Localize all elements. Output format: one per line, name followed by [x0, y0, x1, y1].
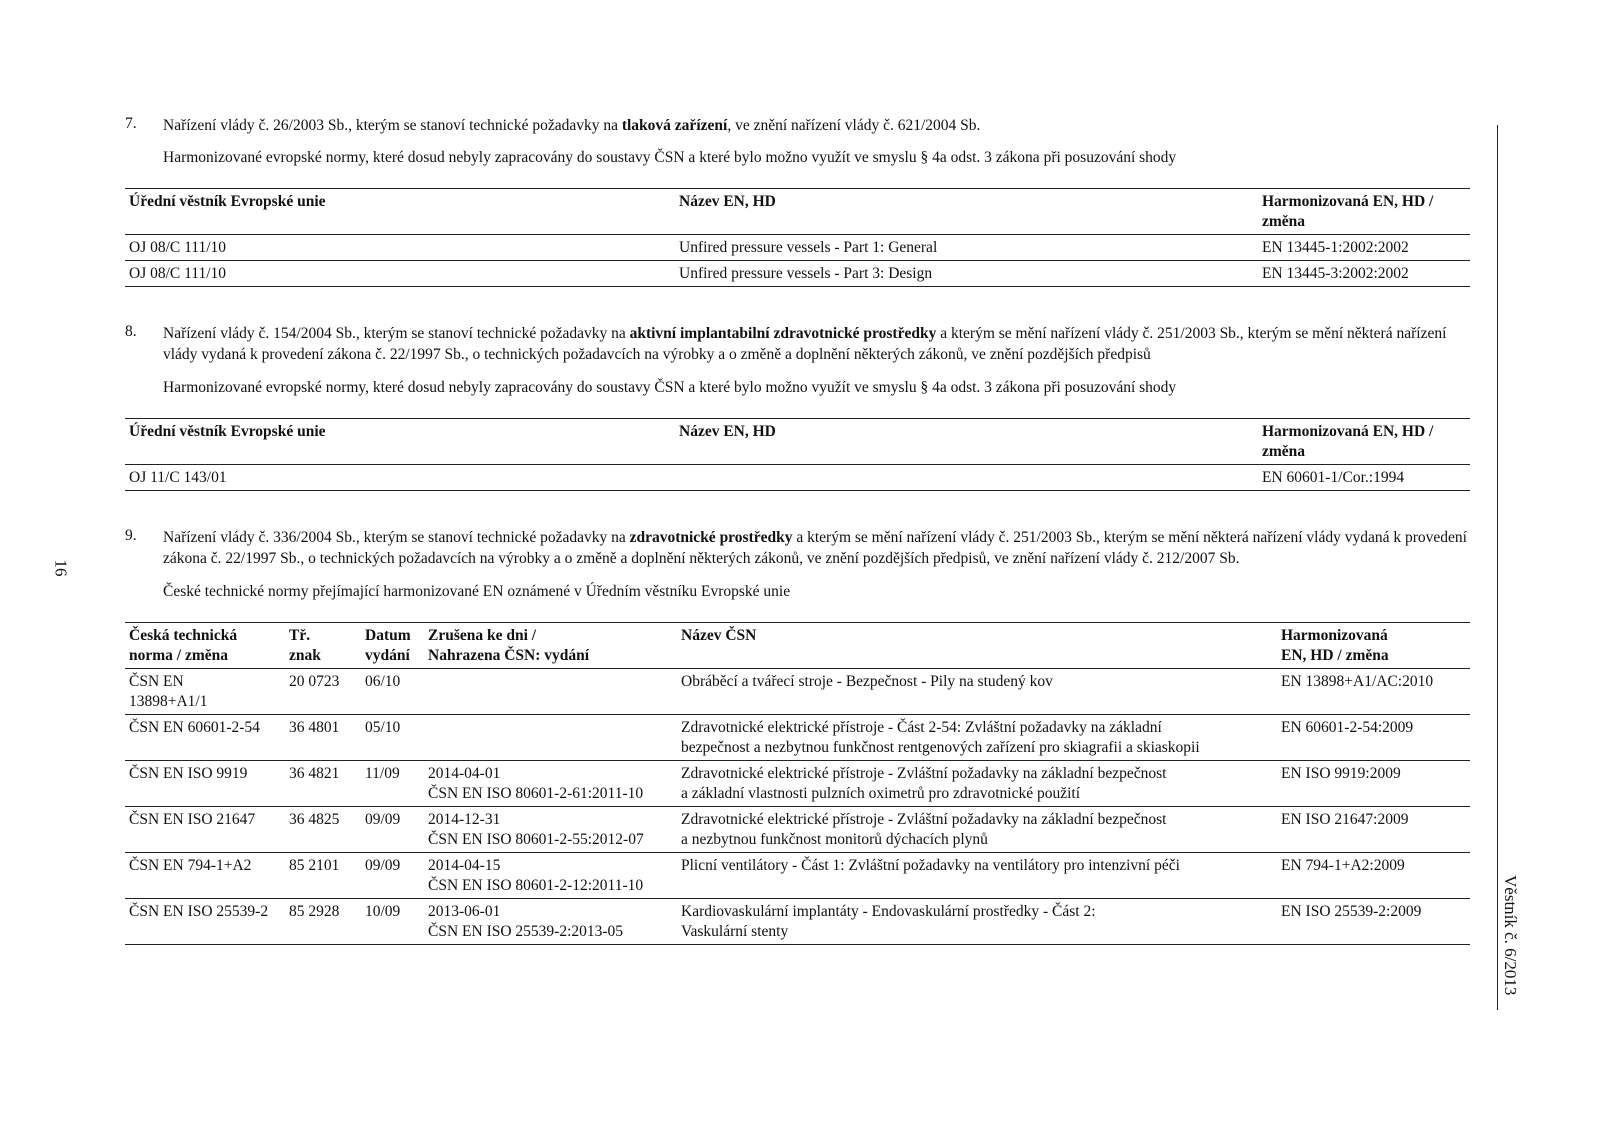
text-part: a kterým se mění nařízení vlády č. 251/2003 Sb., kterým se mění některá nařízení vlády vydaná k provedení zákona č. 22/1997 Sb., o technických požadavcích na výrobky a o změně a doplnění některých zákonů, ve znění pozdějších předpisů [163, 325, 1447, 363]
table-row [125, 669, 1470, 715]
header-title: Název EN, HD [675, 189, 1258, 235]
cell-line: 09/09 [365, 857, 401, 874]
cell-line: ČSN EN ISO 80601-2-61:2011-10 [428, 785, 644, 802]
cell-line: Plicní ventilátory - Část 1: Zvláštní požadavky na ventilátory pro intenzivní péči [681, 857, 1180, 874]
text-part: , ve znění nařízení vlády č. 621/2004 Sb. [727, 117, 981, 134]
section-text [163, 527, 1470, 569]
table-header-row [125, 623, 1470, 669]
cell-class [285, 715, 361, 761]
cell-line: bezpečnost a nezbytnou funkčnost rentgenových zařízení pro skiagrafii a skiaskopii [681, 739, 1200, 756]
table-row [125, 715, 1470, 761]
section-number: 8. [125, 323, 137, 340]
cell-class [285, 853, 361, 899]
text-bold-part: tlaková zařízení [621, 117, 728, 134]
table-row [125, 261, 1470, 287]
cell-name [677, 807, 1277, 853]
section-9-note: České technické normy přejímající harmonizované EN oznámené v Úředním věstníku Evropské unie [163, 583, 791, 600]
cell-line: Kardiovaskulární implantáty - Endovaskulární prostředky - Část 2: [681, 903, 1096, 920]
cell-line: 85 2928 [289, 903, 340, 920]
cell-date [361, 715, 424, 761]
cell-journal: OJ 08/C 111/10 [129, 239, 227, 256]
cell-harmonized: EN 13445-1:2002:2002 [1262, 239, 1409, 256]
text-part: Nařízení vlády č. 154/2004 Sb., kterým se stanoví technické požadavky na [163, 325, 630, 342]
cell-line: 05/10 [365, 719, 401, 736]
cell-line: Zdravotnické elektrické přístroje - Zvláštní požadavky na základní bezpečnost [681, 765, 1167, 782]
cell-line: ČSN EN [129, 673, 184, 690]
table-row [125, 761, 1470, 807]
cell-replaced [424, 853, 677, 899]
cell-line: EN 60601-2-54:2009 [1281, 719, 1414, 736]
cell-line: 20 0723 [289, 673, 340, 690]
cell-line: EN ISO 9919:2009 [1281, 765, 1401, 782]
section-text [163, 115, 1470, 136]
header-name [677, 623, 1277, 669]
cell-line: ČSN EN ISO 25539-2:2013-05 [428, 923, 624, 940]
side-rule [1497, 125, 1498, 1010]
cell-line: 2014-04-15 [428, 857, 501, 874]
page-number: 16 [51, 559, 71, 577]
cell-line: Vaskulární stenty [681, 923, 789, 940]
section-9-heading [125, 527, 1470, 569]
cell-line: 13898+A1/1 [129, 693, 208, 710]
cell-name [677, 761, 1277, 807]
cell-replaced [424, 715, 677, 761]
cell-harmonized [1277, 899, 1470, 945]
page-content [125, 115, 1470, 945]
cell-journal: OJ 11/C 143/01 [129, 469, 227, 486]
header-line: znak [289, 647, 321, 664]
journal-label: Věstník č. 6/2013 [1501, 875, 1520, 996]
cell-norm [125, 669, 285, 715]
cell-line: 2014-04-01 [428, 765, 501, 782]
cell-harmonized [1277, 761, 1470, 807]
header-harmonized: Harmonizovaná EN, HD / změna [1258, 419, 1470, 465]
header-harmonized: Harmonizovaná EN, HD / změna [1258, 189, 1470, 235]
cell-replaced [424, 807, 677, 853]
cell-replaced [424, 899, 677, 945]
section-9-table-body [125, 669, 1470, 945]
cell-journal: OJ 08/C 111/10 [125, 261, 675, 287]
cell-norm [125, 899, 285, 945]
cell-replaced [424, 669, 677, 715]
cell-line: EN 794-1+A2:2009 [1281, 857, 1405, 874]
cell-line: ČSN EN ISO 9919 [129, 765, 248, 782]
header-journal: Úřední věstník Evropské unie [125, 419, 675, 465]
header-journal: Úřední věstník Evropské unie [125, 189, 675, 235]
cell-line: 11/09 [365, 765, 400, 782]
cell-line: 85 2101 [289, 857, 340, 874]
section-8-heading [125, 323, 1470, 365]
cell-title: Unfired pressure vessels - Part 1: General [679, 239, 938, 256]
header-line: Nahrazena ČSN: vydání [428, 647, 590, 664]
text-part: a kterým se mění nařízení vlády č. 251/2003 Sb., kterým se mění některá nařízení vlády vydaná k provedení zákona č. 22/1997 Sb., o technických požadavcích na výrobky a o změně a doplnění některých zákonů, ve znění pozdějších předpisů, ve znění nařízení vlády č. 212/2007 Sb. [163, 529, 1467, 567]
cell-title [675, 465, 1258, 491]
table-row [125, 807, 1470, 853]
cell-harmonized: EN 13445-3:2002:2002 [1258, 261, 1470, 287]
header-line: Česká technická [129, 627, 238, 644]
cell-name [677, 899, 1277, 945]
cell-line: 36 4801 [289, 719, 340, 736]
cell-line: Zdravotnické elektrické přístroje - Zvláštní požadavky na základní bezpečnost [681, 811, 1167, 828]
section-9-table [125, 622, 1470, 945]
section-number: 9. [125, 527, 137, 544]
cell-line: 2013-06-01 [428, 903, 501, 920]
cell-line: ČSN EN ISO 80601-2-55:2012-07 [428, 831, 644, 848]
cell-line: Zdravotnické elektrické přístroje - Část 2-54: Zvláštní požadavky na základní [681, 719, 1162, 736]
header-replaced [424, 623, 677, 669]
header-class [285, 623, 361, 669]
cell-line: 36 4825 [289, 811, 340, 828]
cell-line: EN ISO 25539-2:2009 [1281, 903, 1422, 920]
header-norm [125, 623, 285, 669]
cell-line: EN 13898+A1/AC:2010 [1281, 673, 1434, 690]
cell-norm [125, 853, 285, 899]
header-line: EN, HD / změna [1281, 647, 1389, 664]
cell-line: a nezbytnou funkčnost monitorů dýchacích plynů [681, 831, 988, 848]
table-row [125, 235, 1470, 261]
section-7-table [125, 188, 1470, 287]
header-line: norma / změna [129, 647, 229, 664]
cell-title: Unfired pressure vessels - Part 3: Design [675, 261, 1258, 287]
cell-line: EN ISO 21647:2009 [1281, 811, 1409, 828]
cell-line: ČSN EN ISO 80601-2-12:2011-10 [428, 877, 644, 894]
cell-class [285, 899, 361, 945]
header-line: Název ČSN [681, 627, 757, 644]
header-line: Harmonizovaná [1281, 627, 1388, 644]
cell-harmonized: EN 60601-1/Cor.:1994 [1262, 469, 1405, 486]
header-harmonized [1277, 623, 1470, 669]
section-7-note: Harmonizované evropské normy, které dosud nebyly zapracovány do soustavy ČSN a které bylo možno využít ve smyslu § 4a odst. 3 zákona při posuzování shody [163, 149, 1177, 166]
header-title: Název EN, HD [675, 419, 1258, 465]
cell-line: ČSN EN 794-1+A2 [129, 857, 252, 874]
section-text [163, 323, 1470, 365]
header-line: Tř. [289, 627, 311, 644]
header-line: Zrušena ke dni / [428, 627, 537, 644]
text-bold-part: aktivní implantabilní zdravotnické prostředky [629, 325, 937, 342]
cell-harmonized [1277, 807, 1470, 853]
cell-date [361, 761, 424, 807]
text-bold-part: zdravotnické prostředky [629, 529, 793, 546]
cell-date [361, 899, 424, 945]
cell-line: ČSN EN ISO 21647 [129, 811, 256, 828]
cell-date [361, 669, 424, 715]
table-row [125, 465, 1470, 491]
cell-name [677, 669, 1277, 715]
cell-line: 2014-12-31 [428, 811, 501, 828]
cell-date [361, 853, 424, 899]
table-header-row [125, 419, 1470, 465]
cell-harmonized [1277, 715, 1470, 761]
cell-class [285, 761, 361, 807]
text-part: Nařízení vlády č. 336/2004 Sb., kterým se stanoví technické požadavky na [163, 529, 630, 546]
section-8-table [125, 418, 1470, 491]
cell-date [361, 807, 424, 853]
text-part: Nařízení vlády č. 26/2003 Sb., kterým se stanoví technické požadavky na [163, 117, 622, 134]
section-7-heading [125, 115, 1470, 136]
cell-class [285, 807, 361, 853]
cell-line: 36 4821 [289, 765, 340, 782]
cell-norm [125, 807, 285, 853]
cell-name [677, 853, 1277, 899]
cell-name [677, 715, 1277, 761]
cell-harmonized [1277, 669, 1470, 715]
table-row [125, 899, 1470, 945]
cell-norm [125, 761, 285, 807]
cell-norm [125, 715, 285, 761]
cell-class [285, 669, 361, 715]
cell-line: Obráběcí a tvářecí stroje - Bezpečnost - Pily na studený kov [681, 673, 1053, 690]
cell-line: ČSN EN 60601-2-54 [129, 719, 260, 736]
header-date [361, 623, 424, 669]
cell-line: ČSN EN ISO 25539-2 [129, 903, 269, 920]
table-header-row [125, 189, 1470, 235]
cell-harmonized [1277, 853, 1470, 899]
section-number: 7. [125, 115, 137, 132]
table-row [125, 853, 1470, 899]
cell-line: 09/09 [365, 811, 401, 828]
cell-replaced [424, 761, 677, 807]
header-line: Datum [365, 627, 411, 644]
cell-line: 06/10 [365, 673, 401, 690]
header-line: vydání [365, 647, 410, 664]
cell-line: 10/09 [365, 903, 401, 920]
cell-line: a základní vlastnosti pulzních oximetrů pro zdravotnické použití [681, 785, 1081, 802]
section-8-note: Harmonizované evropské normy, které dosud nebyly zapracovány do soustavy ČSN a které bylo možno využít ve smyslu § 4a odst. 3 zákona při posuzování shody [163, 379, 1177, 396]
